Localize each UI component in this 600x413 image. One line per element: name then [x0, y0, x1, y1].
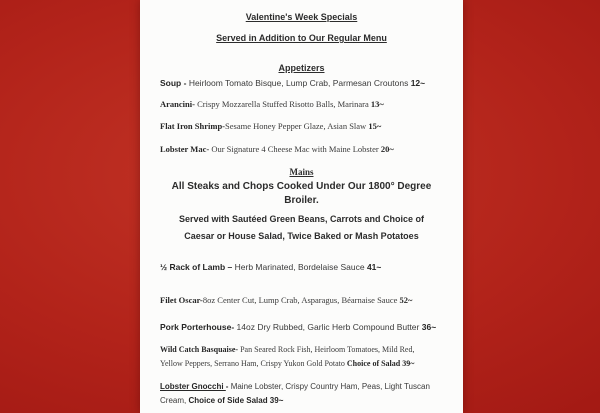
menu-item-flat-iron-shrimp: [160, 120, 443, 132]
item-price: 52~: [399, 295, 413, 305]
item-name: Lobster Gnocchi: [160, 382, 226, 391]
menu-item-lobster-mac: [160, 143, 443, 155]
item-description: Yellow Peppers, Serrano Ham, Crispy Yukon Gold Potato: [160, 359, 347, 368]
item-name: Lobster Mac-: [160, 144, 212, 154]
item-name: Filet Oscar-: [160, 295, 203, 305]
menu-item-pork-porterhouse: [160, 321, 443, 333]
menu-page: [140, 0, 463, 413]
item-description: Maine Lobster, Crispy Country Ham, Peas, Light Tuscan: [230, 382, 430, 391]
mains-heading: Mains: [289, 167, 314, 177]
item-name: Pork Porterhouse-: [160, 322, 237, 332]
item-price: 15~: [368, 121, 382, 131]
broiler-note: All Steaks and Chops Cooked Under Our 1800° Degree Broiler.: [171, 181, 432, 206]
item-price: 36~: [421, 322, 437, 332]
appetizers-heading: Appetizers: [278, 63, 325, 73]
menu-item-soup: [160, 77, 443, 89]
item-name: Wild Catch Basquaise-: [160, 345, 241, 354]
item-description: Herb Marinated, Bordelaise Sauce: [234, 262, 367, 272]
item-description: 8oz Center Cut, Lump Crab, Asparagus, Béarnaise Sauce: [202, 295, 400, 305]
item-description: Crispy Mozzarella Stuffed Risotto Balls, Marinara: [197, 99, 371, 109]
menu-item-rack-of-lamb: [160, 261, 443, 273]
item-description: Our Signature 4 Cheese Mac with Maine Lobster: [211, 144, 381, 154]
item-description: Sesame Honey Pepper Glaze, Asian Slaw: [225, 121, 369, 131]
item-name: Flat Iron Shrimp-: [160, 121, 226, 131]
menu-title: Valentine's Week Specials: [245, 12, 358, 22]
menu-item-arancini: [160, 98, 443, 110]
item-name-separator: -: [225, 382, 231, 391]
item-description: Cream,: [160, 396, 189, 405]
salad-note: Caesar or House Salad, Twice Baked or Mash Potatoes: [184, 231, 419, 241]
menu-item-filet-oscar: [160, 294, 443, 306]
item-description: 14oz Dry Rubbed, Garlic Herb Compound Butter: [236, 322, 422, 332]
menu-subtitle: Served in Addition to Our Regular Menu: [216, 33, 387, 43]
item-price: 13~: [370, 99, 384, 109]
item-name: Arancini-: [160, 99, 198, 109]
menu-item-lobster-gnocchi: [160, 380, 443, 408]
item-price: 41~: [366, 262, 382, 272]
menu-item-wild-catch-basquaise: [160, 343, 443, 371]
item-price: 20~: [380, 144, 394, 154]
item-price: Choice of Salad 39~: [346, 359, 415, 368]
item-description: Heirloom Tomato Bisque, Lump Crab, Parmesan Croutons: [188, 78, 411, 88]
item-name: ½ Rack of Lamb –: [160, 262, 235, 272]
item-price: Choice of Side Salad 39~: [188, 396, 284, 405]
served-note: Served with Sautéed Green Beans, Carrots and Choice of: [178, 214, 425, 224]
item-price: 12~: [410, 78, 426, 88]
item-name: Soup -: [160, 78, 189, 88]
item-description: Pan Seared Rock Fish, Heirloom Tomatoes, Mild Red,: [240, 345, 415, 354]
